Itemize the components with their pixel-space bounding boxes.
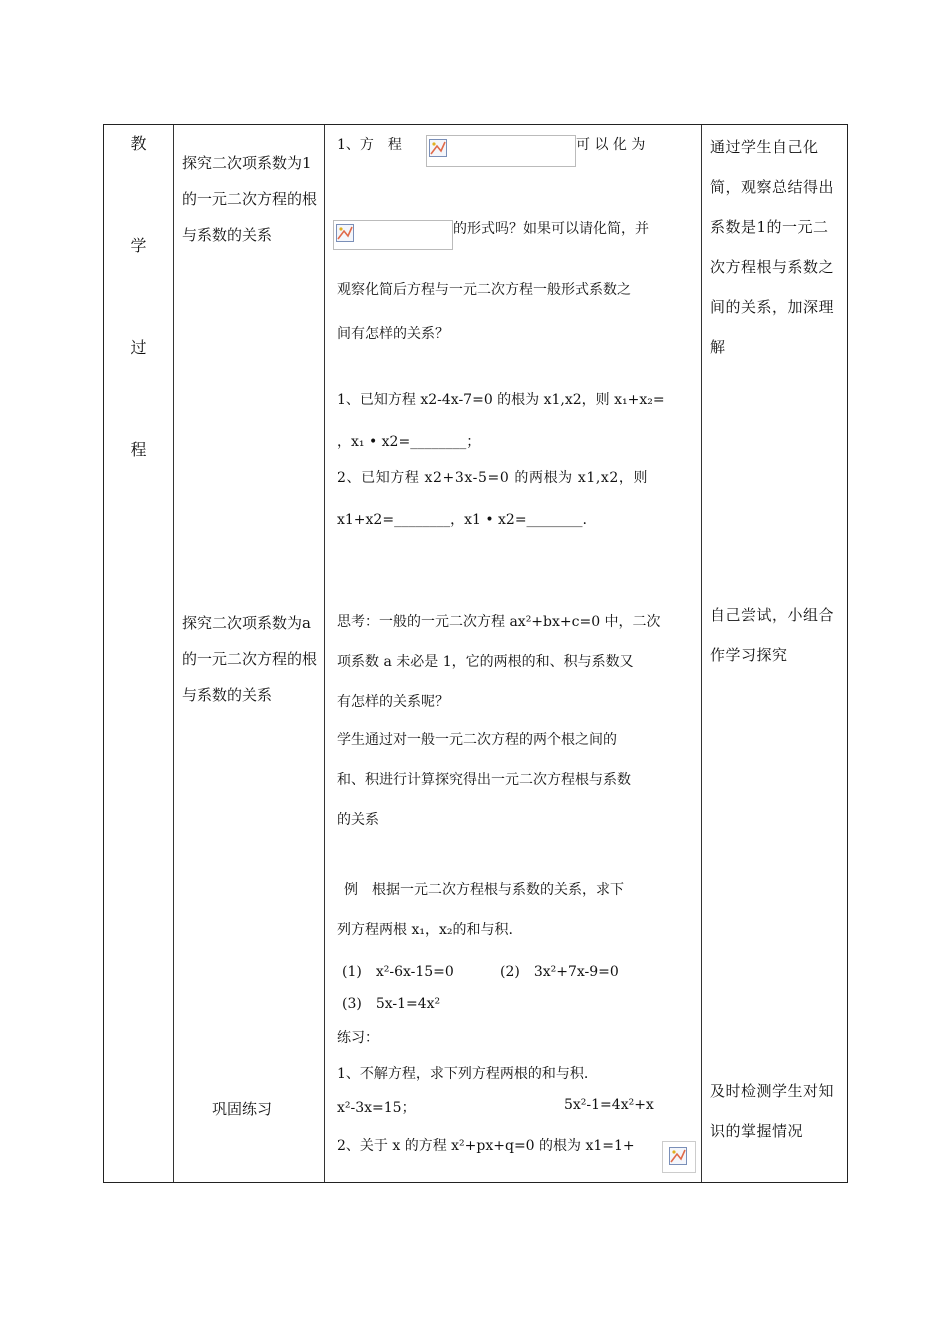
equation-text: x²-3x=15； bbox=[337, 1100, 416, 1116]
teaching-note-1: 通过学生自己化简，观察总结得出系数是1的一元二次方程根与系数之间的关系，加深理解 bbox=[710, 138, 835, 356]
text-line: 思考：一般的一元二次方程 ax²+bx+c=0 中，二次 bbox=[337, 614, 661, 630]
text-line: 间有怎样的关系？ bbox=[337, 326, 449, 342]
image-icon bbox=[669, 1147, 687, 1165]
section-title-1: 探究二次项系数为1的一元二次方程的根与系数的关系 bbox=[182, 154, 318, 244]
image-icon bbox=[336, 224, 354, 242]
text-line: 和、积进行计算探究得出一元二次方程根与系数 bbox=[337, 772, 631, 788]
text-line: 列方程两根 x₁，x₂的和与积. bbox=[337, 922, 513, 938]
equation-image bbox=[426, 135, 576, 167]
text-line: 1、不解方程，求下列方程两根的和与积. bbox=[337, 1066, 589, 1082]
lesson-table bbox=[103, 124, 848, 1183]
equation-image bbox=[662, 1141, 696, 1173]
stage-char: 学 bbox=[130, 236, 147, 255]
section-title-2: 探究二次项系数为a的一元二次方程的根与系数的关系 bbox=[182, 614, 318, 704]
image-icon bbox=[429, 139, 447, 157]
section-title-3: 巩固练习 bbox=[211, 1100, 272, 1118]
text-line: 1、已知方程 x2-4x-7=0 的根为 x1,x2，则 x₁+x₂= bbox=[337, 392, 665, 408]
text-line: 学生通过对一般一元二次方程的两个根之间的 bbox=[337, 732, 617, 748]
text-line: x1+x2=________，x1 • x2=________. bbox=[337, 512, 588, 528]
column-divider bbox=[324, 125, 325, 1182]
equation-text: (1) x²-6x-15=0 bbox=[342, 964, 454, 980]
text-line: 项系数 a 未必是 1，它的两根的和、积与系数又 bbox=[337, 654, 634, 670]
teaching-note-2: 自己尝试，小组合作学习探究 bbox=[710, 606, 835, 664]
text-line: 练习： bbox=[337, 1030, 379, 1046]
stage-char: 程 bbox=[130, 440, 147, 459]
equation-text: 5x²-1=4x²+x bbox=[564, 1097, 654, 1113]
equation-image bbox=[333, 220, 453, 250]
text-line: 有怎样的关系呢？ bbox=[337, 694, 449, 710]
text-line: 2、关于 x 的方程 x²+px+q=0 的根为 x1=1+ bbox=[337, 1138, 635, 1154]
teaching-note-3: 及时检测学生对知识的掌握情况 bbox=[710, 1082, 835, 1140]
stage-char: 教 bbox=[130, 134, 147, 153]
text-line: 例 根据一元二次方程根与系数的关系，求下 bbox=[344, 882, 624, 898]
text-line: 观察化简后方程与一元二次方程一般形式系数之 bbox=[337, 282, 631, 298]
text-line: 的关系 bbox=[337, 812, 379, 828]
text-line: 1、方 程 bbox=[337, 137, 402, 153]
text-line: 的形式吗？如果可以请化简，并 bbox=[453, 221, 649, 237]
text-line: ，x₁ • x2=________； bbox=[337, 434, 481, 450]
column-divider bbox=[173, 125, 174, 1182]
text-line: 2、已知方程 x2+3x-5=0 的两根为 x1,x2，则 bbox=[337, 470, 649, 486]
equation-text: (3) 5x-1=4x² bbox=[342, 996, 441, 1012]
equation-text: (2) 3x²+7x-9=0 bbox=[500, 964, 619, 980]
stage-char: 过 bbox=[130, 338, 147, 357]
column-divider bbox=[701, 125, 702, 1182]
text-line: 可 以 化 为 bbox=[576, 137, 646, 153]
